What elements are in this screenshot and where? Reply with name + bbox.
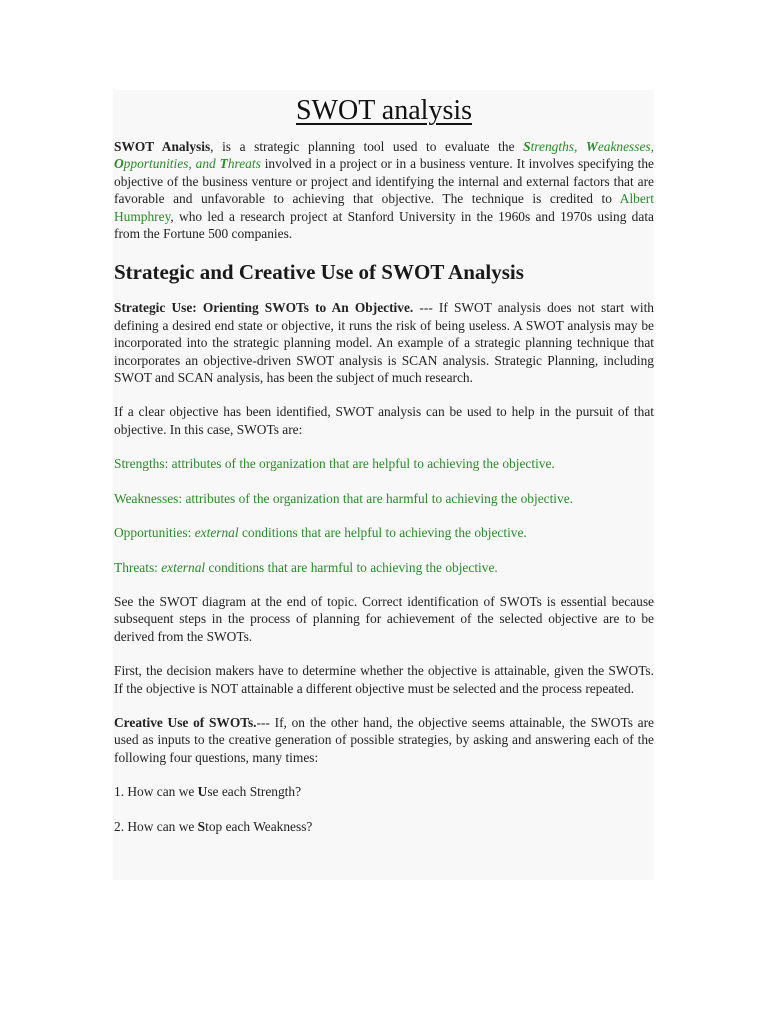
question-2-letter: S [197,818,206,834]
opportunities-pre: pportunities: [123,525,195,541]
strategic-use-paragraph [114,299,654,386]
intro-o-letter: O [114,156,124,172]
intro-o-rest: pportunities, and [123,156,220,172]
threats-letter: T [114,559,123,575]
opportunities-text: conditions that are helpful to achieving the objective. [238,525,527,541]
question-2-post: top each Weakness? [205,818,313,834]
albert-humphrey-link[interactable]: Albert Humphrey [114,191,654,224]
intro-w-rest: eaknesses, [597,139,654,154]
intro-w-letter: W [585,139,598,154]
question-1-pre: 1. How can we [114,784,198,800]
strategic-use-text: --- If SWOT analysis does not start with defining a desired end state or objective, it runs the risk of being useless. A SWOT analysis may be incorporated into the strategic planning model. An example of a strategic planning technique that incorporates an objective-driven SWOT analysis is SCAN analysis. Strategic Planning, including SWOT and SCAN analysis, has been the subject of much research. [114,300,654,386]
question-2 [114,818,654,835]
definition-opportunities [114,524,654,541]
intro-lead: SWOT Analysis [114,139,211,154]
intro-s-letter: S [523,139,531,154]
page-title: SWOT analysis [295,95,473,126]
intro-text-3: , who led a research project at Stanford University in the 1960s and 1970s using data from the Fortune 500 companies. [114,208,654,242]
threats-external: external [161,559,206,575]
question-1-post: se each Strength? [207,784,302,800]
strengths-text: trengths: attributes of the organization that are helpful to achieving the objective. [121,456,555,472]
creative-use-text: --- If, on the other hand, the objective seems attainable, the SWOTs are used as inputs to the creative generation of possible strategies, by asking and answering each of the following four questions, many times: [114,714,654,765]
document-content [113,94,654,835]
see-diagram-paragraph: See the SWOT diagram at the end of topic. Correct identification of SWOTs is essential because subsequent steps in the process of planning for achievement of the selected objective are to be derived from the SWOTs. [114,593,654,644]
document-page [113,90,654,880]
intro-paragraph [114,138,654,242]
definition-strengths [114,455,654,472]
intro-t-rest: hreats [227,156,261,172]
definition-weaknesses [114,490,654,507]
intro-s-rest: trengths, [530,139,586,154]
definition-threats [114,559,654,576]
opportunities-letter: O [114,525,124,541]
question-1-letter: U [197,784,208,800]
threats-text: conditions that are harmful to achieving the objective. [205,559,498,575]
weaknesses-text: eaknesses: attributes of the organization that are harmful to achieving the objective. [125,490,574,506]
intro-text-1: , is a strategic planning tool used to evaluate the [210,139,524,154]
section-heading: Strategic and Creative Use of SWOT Analysis [114,260,524,285]
weaknesses-letter: W [114,490,126,506]
opportunities-external: external [194,525,239,541]
first-decision-paragraph: First, the decision makers have to determine whether the objective is attainable, given the SWOTs. If the objective is NOT attainable a different objective must be selected and the process repeated. [114,663,654,696]
question-2-pre: 2. How can we [114,818,198,834]
strategic-use-lead: Strategic Use: Orienting SWOTs to An Objective. [114,300,414,316]
creative-use-paragraph [114,714,654,766]
intro-text-2: involved in a project or in a business venture. It involves specifying the objective of the business venture or project and identifying the internal and external factors that are favorable and unfavorable to achieving that objective. The technique is credited to [114,156,654,207]
threats-pre: hreats: [122,559,162,575]
strengths-letter: S [114,456,122,472]
creative-use-lead: Creative Use of SWOTs. [114,714,257,730]
question-1 [114,783,654,800]
clear-objective-paragraph: If a clear objective has been identified, SWOT analysis can be used to help in the pursuit of that objective. In this case, SWOTs are: [114,404,654,437]
intro-t-letter: T [219,156,228,172]
